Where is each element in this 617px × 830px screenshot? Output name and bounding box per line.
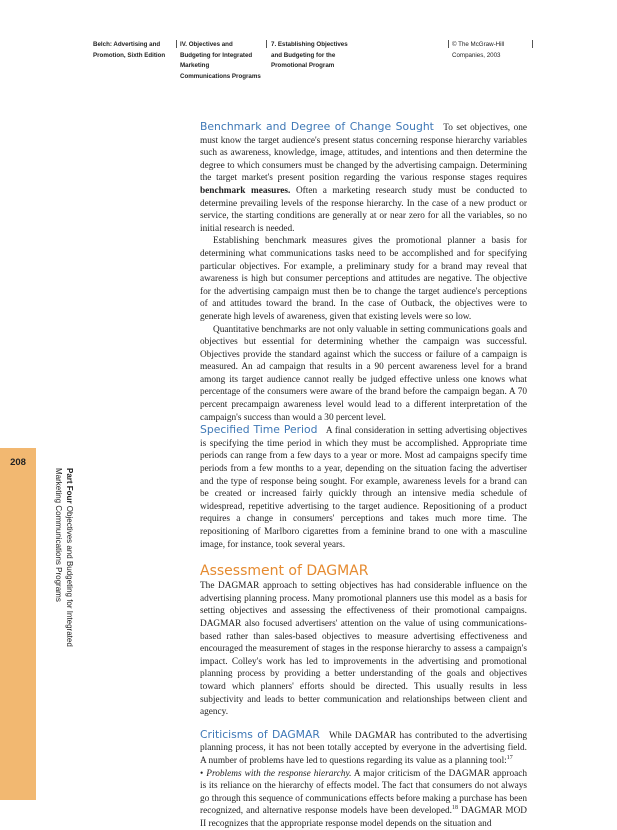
paragraph: Specified Time Period A final consideration in setting advertising objectives is specifying the time period in which they must be accomplished. Appropriate time periods can range from a few days to a year or more. Most ad campaigns specify time periods from a few months to a year, depending on the situation facing the advertiser and the type of response being sought. For example, awareness levels for a brand can be created or increased fairly quickly through an intensive media schedule of widespread, repetitive advertising to the target audience. Repositioning of a product requires a change in consumers' perceptions and takes much more time. The repositioning of Marlboro cigarettes from a feminine brand to one with a masculine image, for instance, took several years.: [200, 424, 527, 551]
header-copyright: © The McGraw-Hill Companies, 2003: [452, 40, 504, 61]
bullet-lead: Problems with the response hierarchy.: [206, 769, 351, 779]
section-heading-criticisms: Criticisms of DAGMAR: [200, 728, 320, 741]
paragraph: Benchmark and Degree of Change Sought To set objectives, one must know the target audience's present status concerning response hierarchy variables such as awareness, knowledge, image, attitudes, and intentions and then determine the degree to which consumers must be changed by the advertising campaign. Determining the target market's present position regarding the various response stages requires benchmark measures. Often a marketing research study must be conducted to determine prevailing levels of the response hierarchy. In the case of a new product or service, the starting conditions are generally at or near zero for all the variables, so no initial research is needed.: [200, 121, 527, 235]
page-body: [200, 121, 527, 830]
section-heading-assessment: Assessment of DAGMAR: [200, 563, 527, 579]
bullet-icon: •: [200, 769, 203, 779]
part-label: Part Four: [65, 468, 74, 504]
section-heading-benchmark: Benchmark and Degree of Change Sought: [200, 120, 434, 133]
header-divider: [266, 40, 267, 48]
section-heading-time-period: Specified Time Period: [200, 423, 318, 436]
footnote-ref: 18: [452, 805, 458, 811]
paragraph: Quantitative benchmarks are not only valuable in setting communications goals and objectives but essential for determining whether the campaign was successful. Objectives provide the standard against which the success or failure of a campaign is measured. An ad campaign that results in a 90 percent awareness level for a brand among its target audience cannot really be judged effective unless one knows what percentage of the consumers were aware of the brand before the campaign began. A 70 percent precampaign awareness level would lead to a different interpretation of the campaign's success than would a 30 percent level.: [200, 324, 527, 425]
side-part-label: [53, 468, 74, 683]
header-divider: [448, 40, 449, 48]
page-number: 208: [4, 457, 32, 468]
side-tab: [0, 448, 36, 800]
paragraph: Establishing benchmark measures gives the promotional planner a basis for determining what communications tasks need to be accomplished and for specifying particular objectives. For example, a preliminary study for a brand may reveal that awareness is high but consumer perceptions and attitudes are negative. The objective for the advertising campaign must then be to change the target audience's perceptions of and attitudes toward the brand. In the case of Outback, the objectives were to generate high levels of awareness, given that existing levels were so low.: [200, 235, 527, 323]
header-part-title: IV. Objectives and Budgeting for Integrated Marketing Communications Programs: [180, 40, 261, 82]
paragraph: Criticisms of DAGMAR While DAGMAR has contributed to the advertising planning process, it has not been totally accepted by everyone in the advertising field. A number of problems have led to questions regarding its value as a planning tool:$^{17}$: [200, 729, 527, 768]
list-item: • Problems with the response hierarchy. A major criticism of the DAGMAR approach is its reliance on the hierarchy of effects model. The fact that consumers do not always go through this sequence of communications effects before making a purchase has been recognized, and alternative response models have been developed.$^{18}$ DAGMAR MOD II recognizes that the appropriate response model depends on the situation and: [200, 768, 527, 830]
header-divider: [176, 40, 177, 48]
header-divider: [532, 40, 533, 48]
paragraph: Assessment of DAGMAR The DAGMAR approach to setting objectives has had considerable influence on the advertising planning process. Many promotional planners use this model as a basis for setting objectives and assessing the effectiveness of their promotional campaigns. DAGMAR also focused advertisers' attention on the value of using communications-based rather than sales-based objectives to measure advertising effectiveness and encouraged the measurement of stages in the response hierarchy to assess a campaign's impact. Colley's work has led to improvements in the advertising and promotional planning process by providing a better understanding of the goals and objectives toward which planners' efforts should be directed. This usually results in less subjectivity and leads to better communication and relationships between client and agency.: [200, 563, 527, 719]
header-chapter-title: 7. Establishing Objectives and Budgeting for the Promotional Program: [271, 40, 348, 72]
part-title: Objectives and Budgeting for Integrated Marketing Communications Programs: [55, 468, 75, 647]
header-book-title: Belch: Advertising and Promotion, Sixth Edition: [93, 40, 165, 61]
key-term: benchmark measures.: [200, 186, 290, 196]
footnote-ref: 17: [507, 755, 513, 761]
